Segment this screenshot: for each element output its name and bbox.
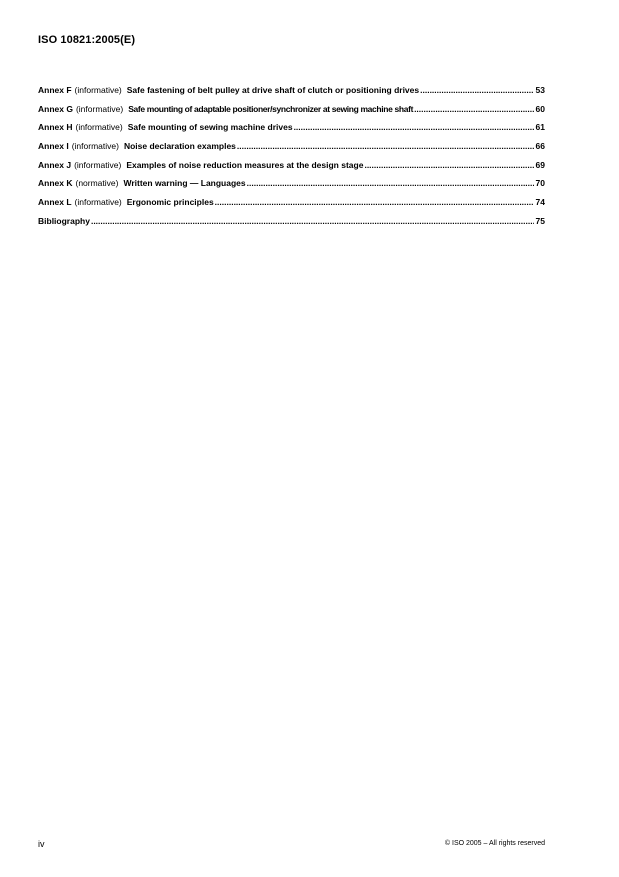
toc-entry-title: Safe fastening of belt pulley at drive shaft of clutch or positioning drives [126, 85, 420, 95]
toc-annex-kind: (informative) [75, 103, 124, 114]
toc-entry-title: Safe mounting of sewing machine drives [127, 122, 293, 133]
toc-dot-leader [294, 122, 534, 132]
toc-entry-title: Bibliography [38, 215, 90, 226]
toc-annex-label: Annex F [38, 85, 72, 95]
toc-dot-leader [414, 104, 533, 114]
toc-annex-kind: (informative) [75, 122, 123, 133]
toc-annex-label: Annex L [38, 197, 72, 208]
footer-page-number: iv [38, 839, 45, 849]
toc-dot-leader [364, 160, 533, 170]
toc-dot-leader [420, 85, 533, 95]
toc-annex-kind: (normative) [75, 178, 119, 189]
footer-copyright: © ISO 2005 – All rights reserved [444, 840, 545, 847]
toc-entry-annex-h[interactable] [38, 122, 545, 141]
table-of-contents [38, 85, 545, 235]
toc-dot-leader [91, 216, 534, 226]
toc-annex-kind: (informative) [74, 85, 122, 95]
toc-page-number: 60 [535, 103, 545, 114]
toc-annex-label: Annex I [38, 141, 69, 152]
toc-page-number: 61 [535, 122, 545, 133]
toc-annex-label: Annex J [38, 159, 72, 170]
toc-entry-title: Written warning — Languages [123, 178, 246, 189]
document-id: ISO 10821:2005(E) [38, 34, 136, 46]
toc-entry-annex-g[interactable] [38, 104, 545, 123]
toc-page-number: 69 [535, 159, 545, 170]
toc-entry-title: Noise declaration examples [123, 141, 236, 152]
toc-annex-label: Annex K [38, 178, 73, 189]
toc-annex-kind: (informative) [71, 141, 119, 152]
toc-entry-title: Examples of noise reduction measures at the design stage [126, 159, 364, 170]
toc-entry-annex-k[interactable] [38, 178, 545, 197]
toc-page-number: 70 [535, 178, 545, 189]
toc-entry-annex-l[interactable] [38, 197, 545, 216]
toc-page-number: 74 [535, 197, 545, 208]
toc-annex-label: Annex H [38, 122, 73, 133]
toc-entry-title: Ergonomic principles [126, 197, 214, 208]
toc-entry-annex-j[interactable] [38, 160, 545, 179]
toc-dot-leader [215, 197, 534, 207]
toc-annex-label: Annex G [38, 103, 73, 114]
toc-page-number: 75 [535, 215, 545, 226]
toc-dot-leader [247, 178, 534, 188]
toc-annex-kind: (informative) [74, 197, 122, 208]
toc-dot-leader [237, 141, 534, 151]
toc-entry-bibliography[interactable] [38, 216, 545, 235]
toc-page-number: 66 [535, 141, 545, 152]
toc-entry-annex-f[interactable] [38, 85, 545, 104]
toc-page-number: 53 [535, 85, 545, 95]
toc-annex-kind: (informative) [74, 159, 122, 170]
toc-entry-annex-i[interactable] [38, 141, 545, 160]
toc-entry-title: Safe mounting of adaptable positioner/synchronizer at sewing machine shaft [128, 103, 414, 114]
